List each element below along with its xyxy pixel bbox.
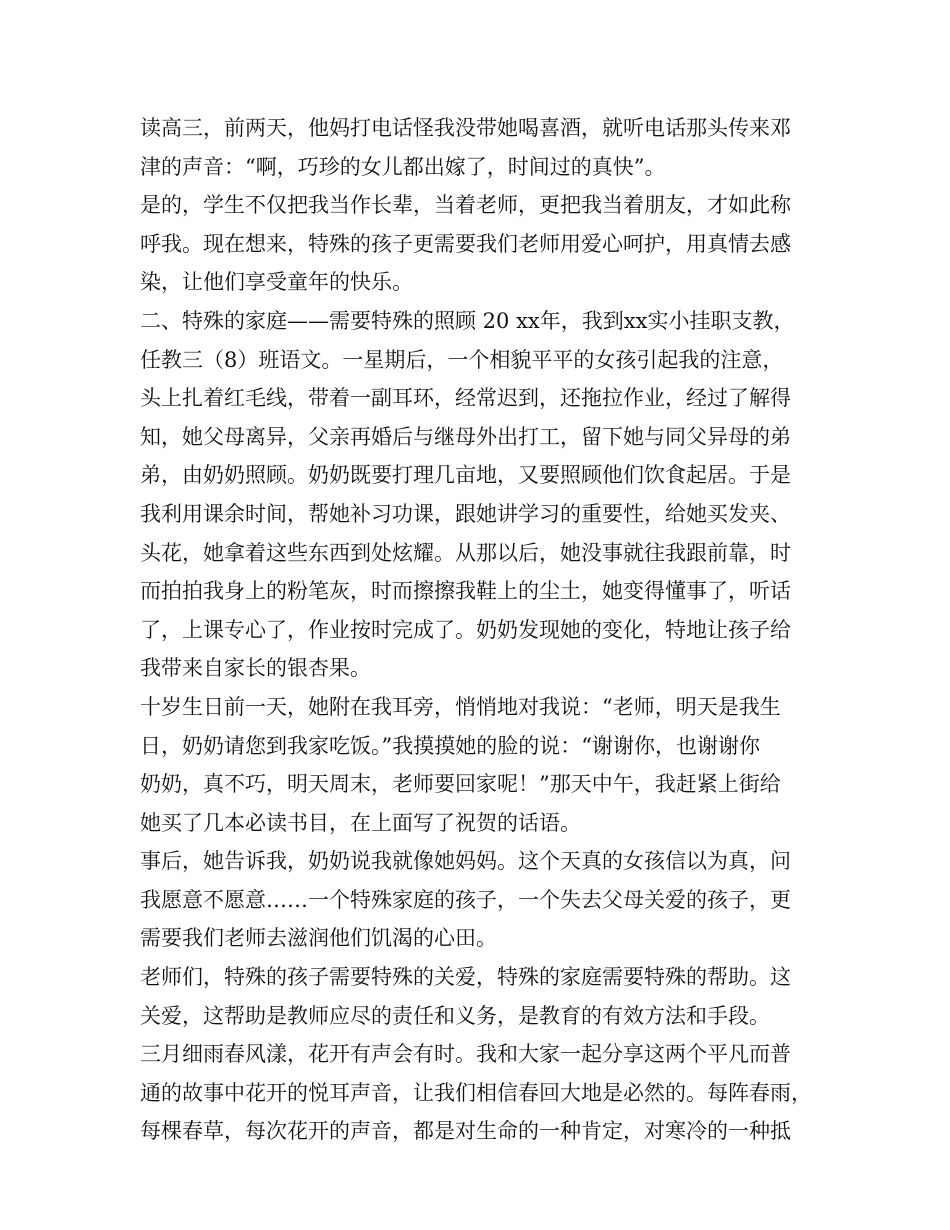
text-line: 她买了几本必读书目，在上面写了祝贺的话语。 [140, 810, 581, 835]
text-line: 弟，由奶奶照顾。奶奶既要打理几亩地，又要照顾他们饮食起居。于是 [140, 463, 791, 488]
text-line: 呼我。现在想来，特殊的孩子更需要我们老师用爱心呵护，用真情去感 [140, 231, 791, 256]
text-line: 每棵春草，每次花开的声音，都是对生命的一种肯定，对寒冷的一种抵 [140, 1119, 791, 1144]
text-line: 十岁生日前一天，她附在我耳旁，悄悄地对我说：“老师，明天是我生 [140, 694, 781, 719]
text-line: 需要我们老师去滋润他们饥渴的心田。 [140, 926, 497, 951]
text-line: 事后，她告诉我，奶奶说我就像她妈妈。这个天真的女孩信以为真，问 [140, 849, 791, 874]
text-line: 我愿意不愿意……一个特殊家庭的孩子，一个失去父母关爱的孩子，更 [140, 887, 791, 912]
text-line: 读高三，前两天，他妈打电话怪我没带她喝喜酒，就听电话那头传来邓 [140, 116, 791, 140]
text-line: 关爱，这帮助是教师应尽的责任和义务，是教育的有效方法和手段。 [140, 1003, 770, 1028]
text-line: 奶奶，真不巧，明天周末，老师要回家呢！”那天中午，我赶紧上街给 [140, 772, 781, 797]
text-line: 知，她父母离异，父亲再婚后与继母外出打工，留下她与同父异母的弟 [140, 424, 791, 449]
text-line: 了，上课专心了，作业按时完成了。奶奶发现她的变化，特地让孩子给 [140, 617, 791, 642]
text-line: 头花，她拿着这些东西到处炫耀。从那以后，她没事就往我跟前靠，时 [140, 540, 791, 565]
text-line: 而拍拍我身上的粉笔灰，时而擦擦我鞋上的尘土，她变得懂事了，听话 [140, 579, 791, 604]
text-line: 我带来自家长的银杏果。 [140, 656, 371, 681]
text-line: 日，奶奶请您到我家吃饭。”我摸摸她的脸的说：“谢谢你，也谢谢你 [140, 733, 760, 758]
text-line: 三月细雨春风漾，花开有声会有时。我和大家一起分享这两个平凡而普 [140, 1042, 791, 1067]
document-body [140, 109, 830, 1151]
text-line: 任教三（8）班语文。一星期后，一个相貌平平的女孩引起我的注意， [140, 347, 784, 372]
text-line: 是的，学生不仅把我当作长辈，当着老师，更把我当着朋友，才如此称 [140, 193, 791, 218]
text-line: 二、特殊的家庭——需要特殊的照顾 20 xx年，我到xx实小挂职支教， [140, 308, 795, 333]
text-line: 老师们，特殊的孩子需要特殊的关爱，特殊的家庭需要特殊的帮助。这 [140, 965, 791, 990]
text-line: 头上扎着红毛线，带着一副耳环，经常迟到，还拖拉作业，经过了解得 [140, 386, 791, 411]
text-line: 染，让他们享受童年的快乐。 [140, 270, 413, 295]
text-line: 通的故事中花开的悦耳声音，让我们相信春回大地是必然的。每阵春雨， [140, 1080, 812, 1105]
text-line: 我利用课余时间，帮她补习功课，跟她讲学习的重要性，给她买发夹、 [140, 501, 791, 526]
text-line: 津的声音：“啊，巧珍的女儿都出嫁了，时间过的真快”。 [140, 154, 666, 179]
